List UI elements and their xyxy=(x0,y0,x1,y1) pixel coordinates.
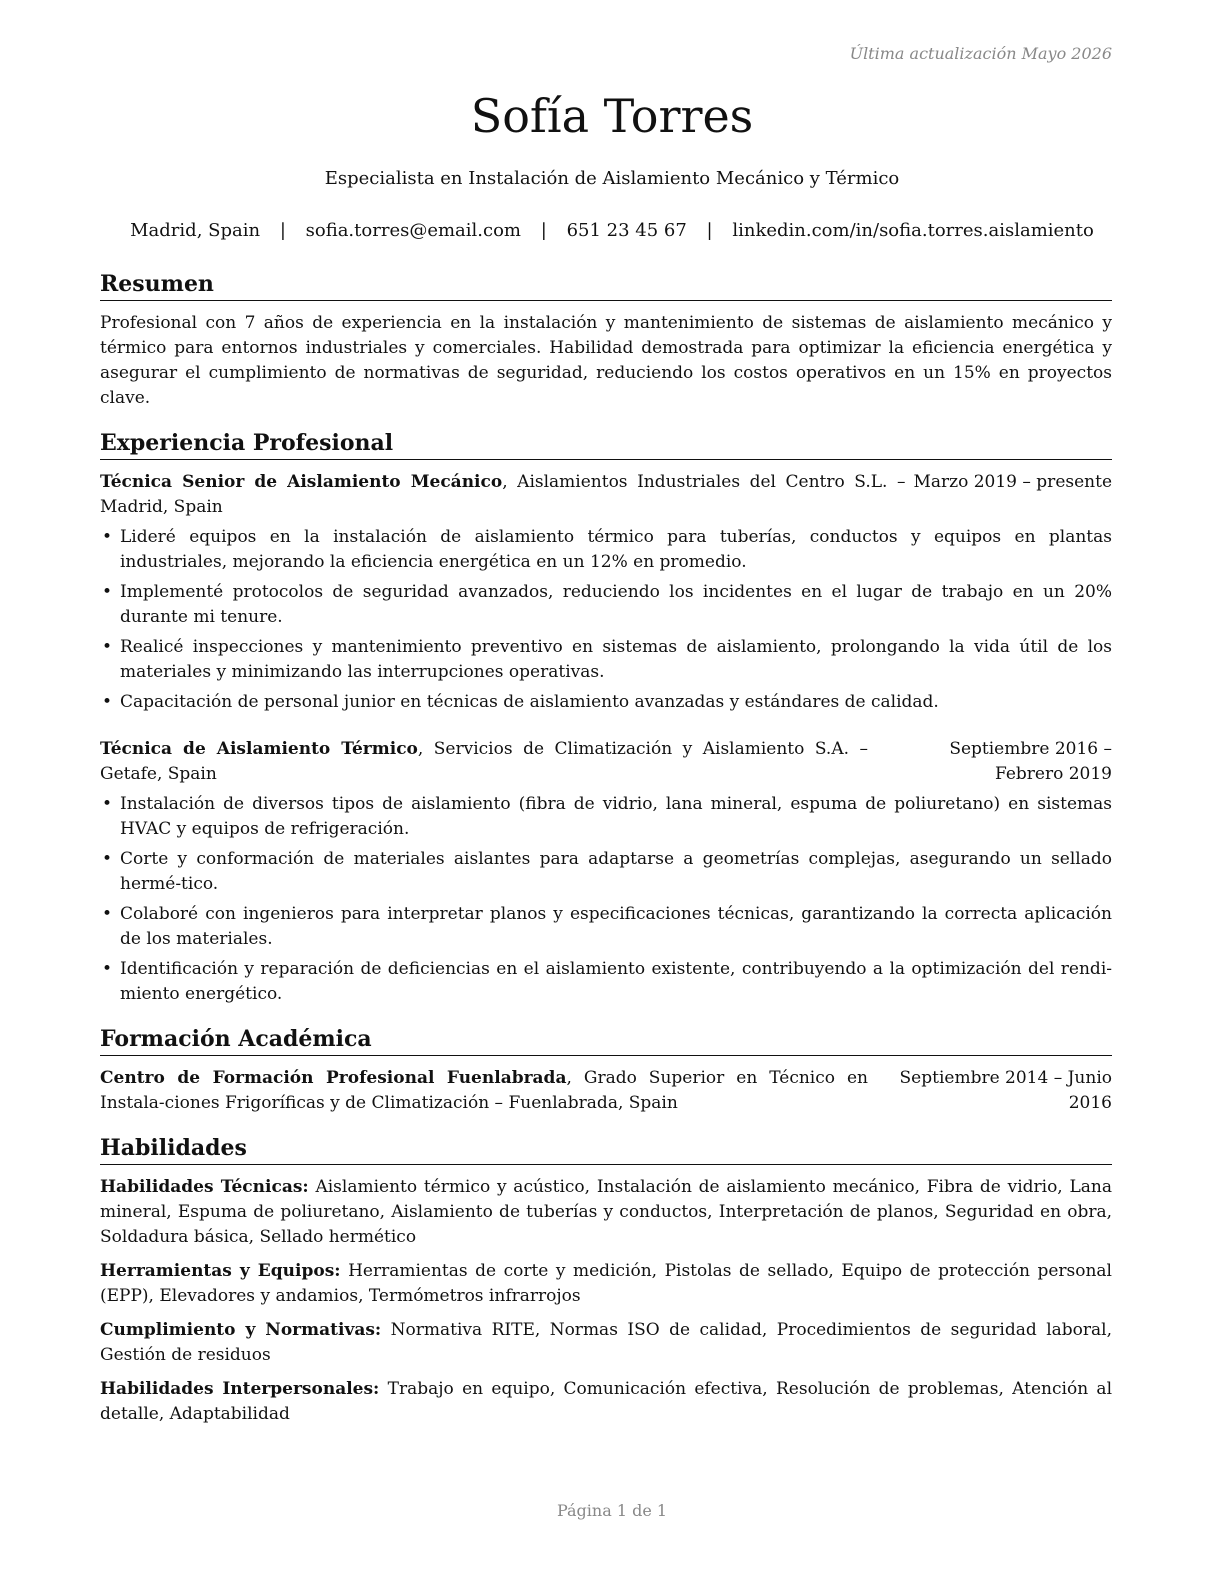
resume-content xyxy=(100,268,1112,1443)
list-item: • Capacitación de personal junior en técnicas de aislamiento avanzadas y estándares de calidad. xyxy=(100,690,1112,715)
skill-group xyxy=(100,1318,1112,1368)
job-role: Técnica de Aislamiento Térmico xyxy=(100,739,418,759)
list-item: • Corte y conformación de materiales aislantes para adaptarse a geometrías complejas, asegurando un sellado hermé-tico. xyxy=(100,847,1112,897)
skill-group-items: Aislamiento térmico y acústico, Instalación de aislamiento mecánico, Fibra de vidrio, Lana mineral, Espuma de poliuretano, Aislamiento de tuberías y conductos, Interpretación de planos, Seguridad en obra, Soldadura básica, Sellado hermético xyxy=(100,1177,1112,1247)
list-item: • Colaboré con ingenieros para interpretar planos y especificaciones técnicas, garantizando la correcta aplicación de los materiales. xyxy=(100,902,1112,952)
skill-group xyxy=(100,1259,1112,1309)
skill-group xyxy=(100,1175,1112,1250)
list-item: • Realicé inspecciones y mantenimiento preventivo en sistemas de aislamiento, prolongando la vida útil de los materiales y minimizando las interrupciones operativas. xyxy=(100,635,1112,685)
contact-linkedin[interactable]: linkedin.com/in/sofia.torres.aislamiento xyxy=(732,220,1094,241)
skill-group-items: Herramientas de corte y medición, Pistolas de sellado, Equipo de protección personal (EPP), Elevadores y andamios, Termómetros infrarrojos xyxy=(100,1261,1112,1306)
education-details: , Grado Superior en Técnico en Instala-ciones Frigoríficas y de Climatización – Fuenlabrada, Spain xyxy=(100,1068,868,1113)
contact-separator: | xyxy=(279,220,286,241)
experience-section xyxy=(100,427,1112,1007)
skills-section xyxy=(100,1132,1112,1427)
education-dates: Septiembre 2014 – Junio 2016 xyxy=(899,1068,1112,1113)
contact-separator: | xyxy=(706,220,713,241)
education-school: Centro de Formación Profesional Fuenlabrada xyxy=(100,1068,567,1088)
candidate-name: Sofía Torres xyxy=(470,89,754,143)
skill-group-label: Cumplimiento y Normativas: xyxy=(100,1320,382,1340)
job-role: Técnica Senior de Aislamiento Mecánico xyxy=(100,472,503,492)
summary-text: Profesional con 7 años de experiencia en la instalación y mantenimiento de sistemas de aislamiento mecánico y térmico para entornos industriales y comerciales. Habilidad demostrada para optimizar la eficiencia energética y asegurar el cumplimiento de normativas de seguridad, reduciendo los costos operativos en un 15% en proyectos clave. xyxy=(100,313,1112,408)
education-entry xyxy=(100,1066,1112,1116)
summary-section xyxy=(100,268,1112,411)
section-title: Habilidades xyxy=(100,1132,1112,1165)
job-bullets xyxy=(100,792,1112,1007)
job-description xyxy=(100,737,868,787)
skill-group-label: Habilidades Técnicas: xyxy=(100,1177,309,1197)
section-title: Formación Académica xyxy=(100,1023,1112,1056)
skill-group-items: Normativa RITE, Normas ISO de calidad, Procedimientos de seguridad laboral, Gestión de residuos xyxy=(100,1320,1112,1365)
page-number: Página 1 de 1 xyxy=(556,1501,668,1520)
job-details: , Servicios de Climatización y Aislamiento S.A. – Getafe, Spain xyxy=(100,739,868,784)
skill-group-label: Herramientas y Equipos: xyxy=(100,1261,341,1281)
contact-location: Madrid, Spain xyxy=(130,220,261,241)
job-description xyxy=(100,470,905,520)
education-description xyxy=(100,1066,868,1116)
contact-email[interactable]: sofia.torres@email.com xyxy=(305,220,522,241)
list-item: • Instalación de diversos tipos de aislamiento (fibra de vidrio, lana mineral, espuma de poliuretano) en sistemas HVAC y equipos de refrigeración. xyxy=(100,792,1112,842)
skill-group-label: Habilidades Interpersonales: xyxy=(100,1379,380,1399)
skill-group xyxy=(100,1377,1112,1427)
job-dates: Septiembre 2016 – Febrero 2019 xyxy=(949,739,1112,784)
last-updated-note: Última actualización Mayo 2026 xyxy=(849,44,1112,63)
skill-group-items: Trabajo en equipo, Comunicación efectiva, Resolución de problemas, Atención al detalle, Adaptabilidad xyxy=(100,1379,1113,1424)
contact-separator: | xyxy=(540,220,547,241)
contact-line xyxy=(0,219,1224,243)
job-header xyxy=(100,737,1112,787)
job-header xyxy=(100,470,1112,520)
list-item: • Implementé protocolos de seguridad avanzados, reduciendo los incidentes en el lugar de trabajo en un 20% durante mi tenure. xyxy=(100,580,1112,630)
list-item: • Identificación y reparación de deficiencias en el aislamiento existente, contribuyendo a la optimización del rendi-miento energético. xyxy=(100,957,1112,1007)
list-item: • Lideré equipos en la instalación de aislamiento térmico para tuberías, conductos y equipos en plantas industriales, mejorando la eficiencia energética en un 12% en promedio. xyxy=(100,525,1112,575)
education-section xyxy=(100,1023,1112,1116)
job-bullets xyxy=(100,525,1112,715)
candidate-title: Especialista en Instalación de Aislamiento Mecánico y Térmico xyxy=(324,168,900,189)
section-title: Resumen xyxy=(100,268,1112,301)
section-title: Experiencia Profesional xyxy=(100,427,1112,460)
job-entry xyxy=(100,470,1112,715)
job-entry xyxy=(100,737,1112,1007)
job-dates: Marzo 2019 – presente xyxy=(913,472,1112,492)
contact-phone: 651 23 45 67 xyxy=(566,220,687,241)
job-details: , Aislamientos Industriales del Centro S.L. – Madrid, Spain xyxy=(100,472,906,517)
